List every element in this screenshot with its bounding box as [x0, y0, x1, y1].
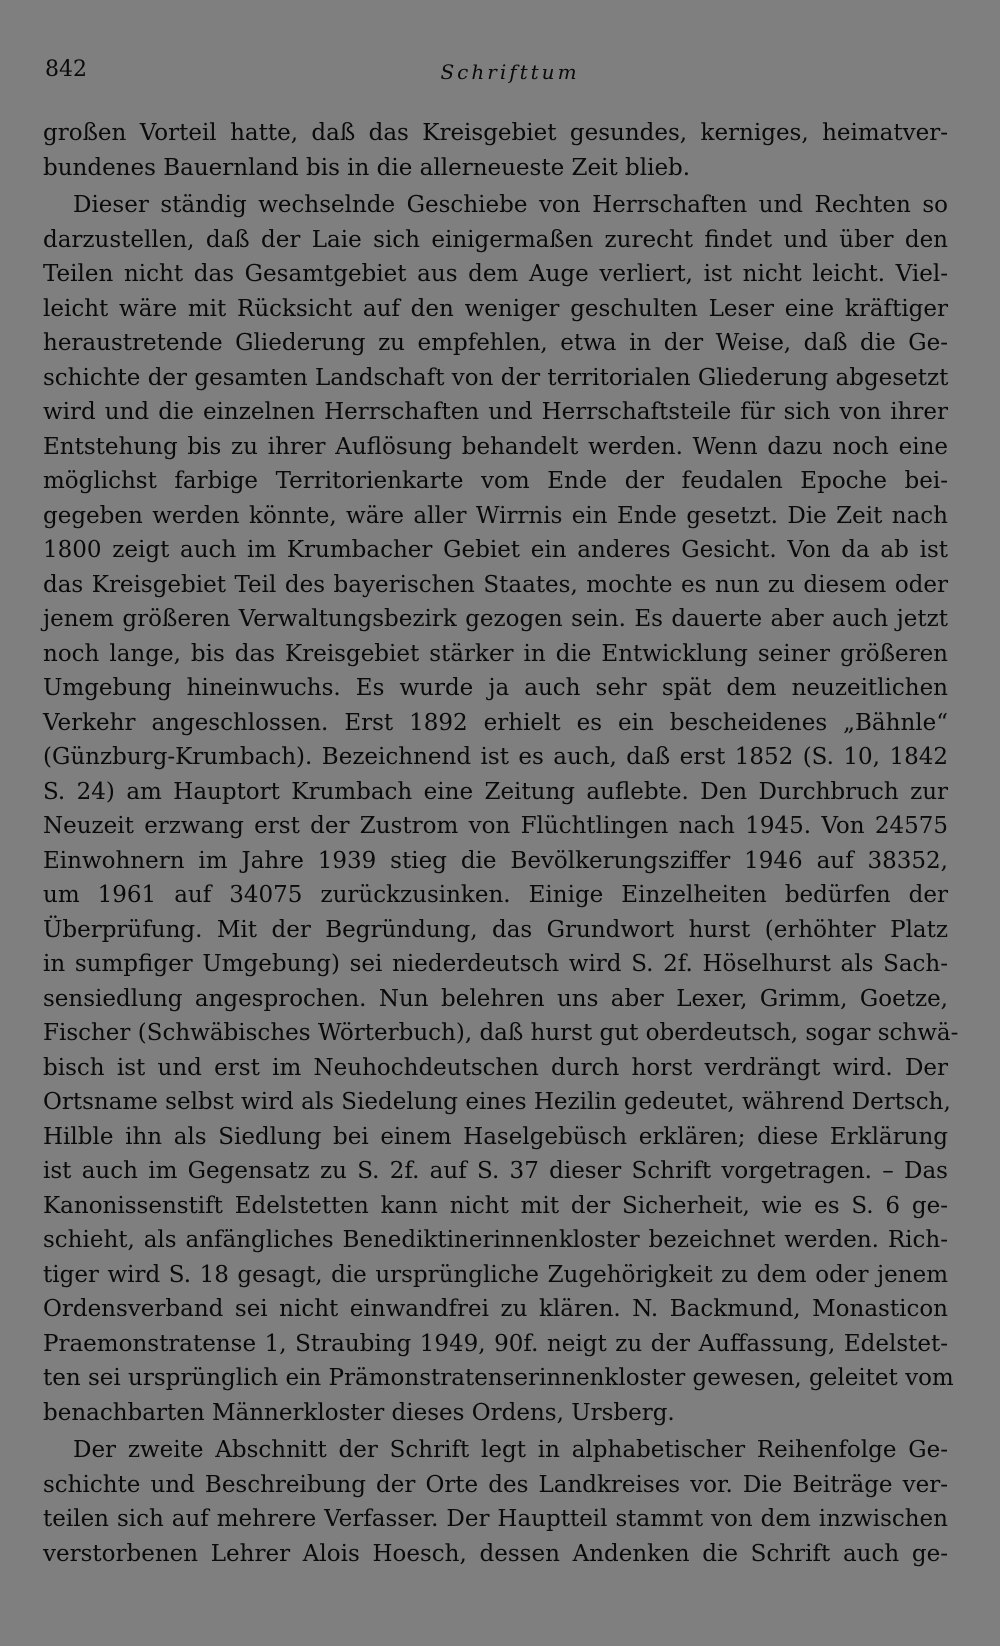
- text-line: Ordensverband sei nicht einwandfrei zu klären. N. Backmund, Monasticon: [43, 1296, 948, 1322]
- text-line: gegeben werden könnte, wäre aller Wirrnis ein Ende gesetzt. Die Zeit nach: [43, 502, 948, 529]
- text-line: um 1961 auf 34075 zurückzusinken. Einige Einzelheiten bedürfen der: [43, 882, 948, 908]
- text-line: Fischer (Schwäbisches Wörterbuch), daß hurst gut oberdeutsch, sogar schwä-: [43, 1020, 959, 1046]
- text-line: bundenes Bauernland bis in die allerneueste Zeit blieb.: [43, 154, 691, 181]
- page-number: 842: [45, 57, 87, 82]
- text-line: Hilble ihn als Siedlung bei einem Haselgebüsch erklären; diese Erklärung: [43, 1123, 948, 1150]
- paragraph: [28, 116, 948, 185]
- text-line: heraustretende Gliederung zu empfehlen, etwa in der Weise, daß die Ge-: [43, 330, 948, 356]
- text-line: Teilen nicht das Gesamtgebiet aus dem Auge verliert, ist nicht leicht. Viel-: [43, 261, 948, 287]
- text-line: sensiedlung angesprochen. Nun belehren uns aber Lexer, Grimm, Goetze,: [43, 985, 948, 1012]
- text-line: möglichst farbige Territorienkarte vom Ende der feudalen Epoche bei-: [43, 468, 948, 494]
- text-line: tiger wird S. 18 gesagt, die ursprüngliche Zugehörigkeit zu dem oder jenem: [43, 1261, 948, 1288]
- text-line: 1800 zeigt auch im Krumbacher Gebiet ein anderes Gesicht. Von da ab ist: [43, 537, 948, 563]
- text-line: Kanonissenstift Edelstetten kann nicht mit der Sicherheit, wie es S. 6 ge-: [43, 1192, 948, 1219]
- text-line: verstorbenen Lehrer Alois Hoesch, dessen Andenken die Schrift auch ge-: [43, 1540, 948, 1567]
- text-line: schichte der gesamten Landschaft von der territorialen Gliederung abgesetzt: [43, 364, 949, 391]
- text-line: Einwohnern im Jahre 1939 stieg die Bevölkerungsziffer 1946 auf 38352,: [43, 847, 948, 874]
- text-line: schichte und Beschreibung der Orte des Landkreises vor. Die Beiträge ver-: [43, 1471, 948, 1498]
- text-line: bisch ist und erst im Neuhochdeutschen durch horst verdrängt wird. Der: [43, 1054, 948, 1081]
- text-line: großen Vorteil hatte, daß das Kreisgebiet gesundes, kerniges, heimatver-: [43, 120, 948, 146]
- text-line: noch lange, bis das Kreisgebiet stärker in die Entwicklung seiner größeren: [43, 640, 948, 667]
- paragraph: [28, 188, 959, 1430]
- text-line: (Günzburg-Krumbach). Bezeichnend ist es auch, daß erst 1852 (S. 10, 1842: [43, 744, 948, 770]
- text-line: Neuzeit erzwang erst der Zustrom von Flüchtlingen nach 1945. Von 24575: [43, 813, 948, 839]
- text-line: Praemonstratense 1, Straubing 1949, 90f. neigt zu der Auffassung, Edelstet-: [43, 1330, 948, 1357]
- text-line: ten sei ursprünglich ein Prämonstratenserinnenkloster gewesen, geleitet vom: [43, 1365, 954, 1391]
- text-line: teilen sich auf mehrere Verfasser. Der Hauptteil stammt von dem inzwischen: [43, 1506, 948, 1532]
- text-line: Der zweite Abschnitt der Schrift legt in alphabetischer Reihenfolge Ge-: [73, 1437, 948, 1463]
- text-line: in sumpfiger Umgebung) sei niederdeutsch wird S. 2f. Höselhurst als Sach-: [43, 951, 948, 977]
- text-line: Umgebung hineinwuchs. Es wurde ja auch sehr spät dem neuzeitlichen: [43, 675, 948, 701]
- text-line: benachbarten Männerkloster dieses Ordens, Ursberg.: [43, 1399, 675, 1426]
- text-line: darzustellen, daß der Laie sich einigermaßen zurecht findet und über den: [43, 226, 948, 253]
- text-line: schieht, als anfängliches Benediktinerinnenkloster bezeichnet werden. Rich-: [43, 1227, 948, 1253]
- text-line: jenem größeren Verwaltungsbezirk gezogen sein. Es dauerte aber auch jetzt: [43, 606, 948, 632]
- text-line: leicht wäre mit Rücksicht auf den weniger geschulten Leser eine kräftiger: [43, 295, 948, 322]
- text-line: Überprüfung. Mit der Begründung, das Grundwort hurst (erhöhter Platz: [43, 916, 948, 943]
- text-line: wird und die einzelnen Herrschaften und Herrschaftsteile für sich von ihrer: [43, 399, 948, 425]
- text-line: Dieser ständig wechselnde Geschiebe von Herrschaften und Rechten so: [73, 192, 948, 218]
- text-line: Entstehung bis zu ihrer Auflösung behandelt werden. Wenn dazu noch eine: [43, 433, 948, 460]
- running-title: Schrifttum: [440, 60, 580, 84]
- text-line: S. 24) am Hauptort Krumbach eine Zeitung auflebte. Den Durchbruch zur: [43, 778, 948, 805]
- body-text: [28, 116, 959, 1571]
- text-line: ist auch im Gegensatz zu S. 2f. auf S. 37 dieser Schrift vorgetragen. – Das: [43, 1158, 948, 1184]
- text-line: das Kreisgebiet Teil des bayerischen Staates, mochte es nun zu diesem oder: [43, 571, 948, 598]
- text-line: Verkehr angeschlossen. Erst 1892 erhielt es ein bescheidenes „Bähnle“: [43, 709, 948, 736]
- paragraph: [28, 1433, 948, 1571]
- text-line: Ortsname selbst wird als Siedelung eines Hezilin gedeutet, während Dertsch,: [43, 1089, 951, 1115]
